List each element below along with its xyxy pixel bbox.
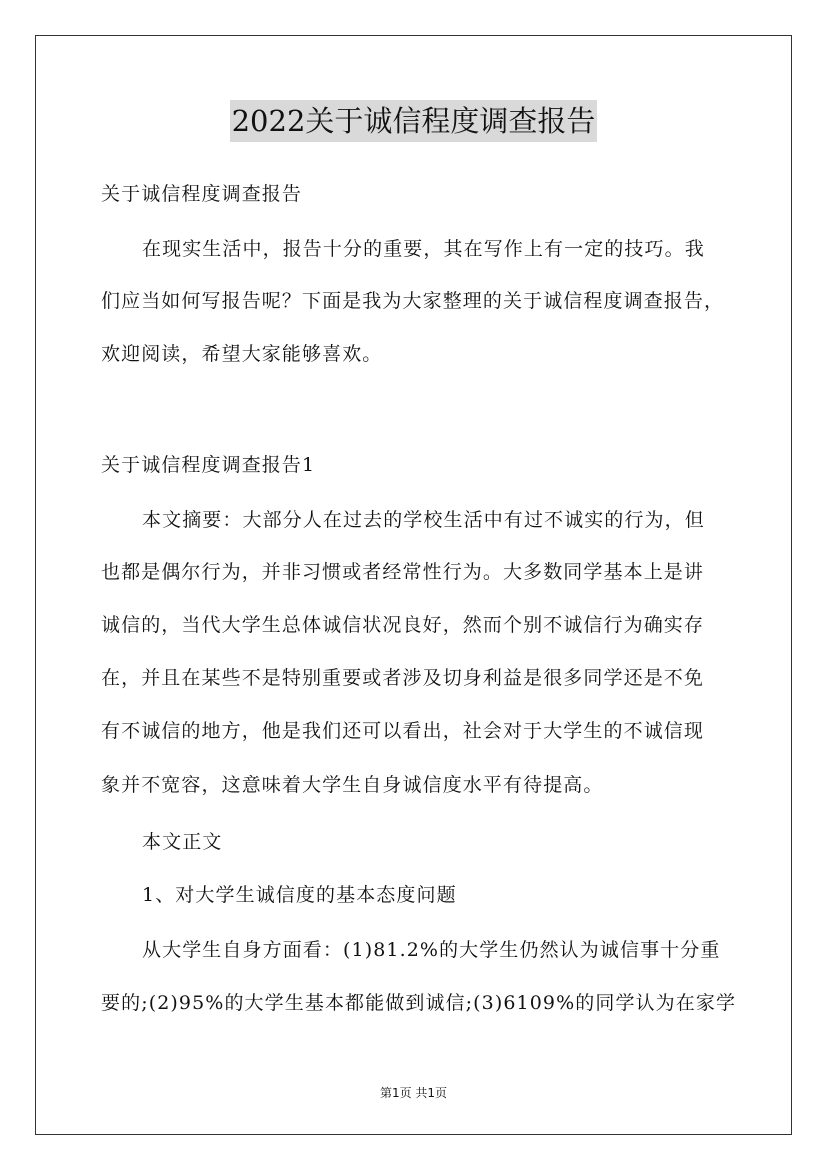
title-container bbox=[0, 100, 827, 142]
paragraph-line: 象并不宽容，这意味着大学生自身诚信度水平有待提高。 bbox=[101, 774, 604, 796]
paragraph-line: 在现实生活中，报告十分的重要，其在写作上有一定的技巧。我 bbox=[142, 238, 705, 260]
section-heading: 关于诚信程度调查报告1 bbox=[101, 454, 316, 476]
paragraph-line: 们应当如何写报告呢？下面是我为大家整理的关于诚信程度调查报告， bbox=[101, 290, 725, 312]
section-heading: 关于诚信程度调查报告 bbox=[101, 183, 303, 205]
paragraph-line: 有不诚信的地方，他是我们还可以看出，社会对于大学生的不诚信现 bbox=[101, 720, 705, 742]
page-footer: 第1页 共1页 bbox=[379, 1086, 448, 1100]
paragraph-line: 诚信的，当代大学生总体诚信状况良好，然而个别不诚信行为确实存 bbox=[101, 614, 705, 636]
paragraph-line: 1、对大学生诚信度的基本态度问题 bbox=[142, 884, 457, 906]
document-title: 2022关于诚信程度调查报告 bbox=[230, 100, 598, 142]
paragraph-line: 欢迎阅读，希望大家能够喜欢。 bbox=[101, 343, 383, 365]
paragraph-line: 本文正文 bbox=[142, 831, 223, 853]
paragraph-line: 本文摘要：大部分人在过去的学校生活中有过不诚实的行为，但 bbox=[142, 509, 705, 531]
paragraph-line: 也都是偶尔行为，并非习惯或者经常性行为。大多数同学基本上是讲 bbox=[101, 561, 705, 583]
paragraph-line: 要的;(2)95%的大学生基本都能做到诚信;(3)6109%的同学认为在家学 bbox=[101, 992, 737, 1014]
paragraph-line: 从大学生自身方面看：(1)81.2%的大学生仍然认为诚信事十分重 bbox=[142, 939, 721, 961]
paragraph-line: 在，并且在某些不是特别重要或者涉及切身利益是很多同学还是不免 bbox=[101, 667, 705, 689]
